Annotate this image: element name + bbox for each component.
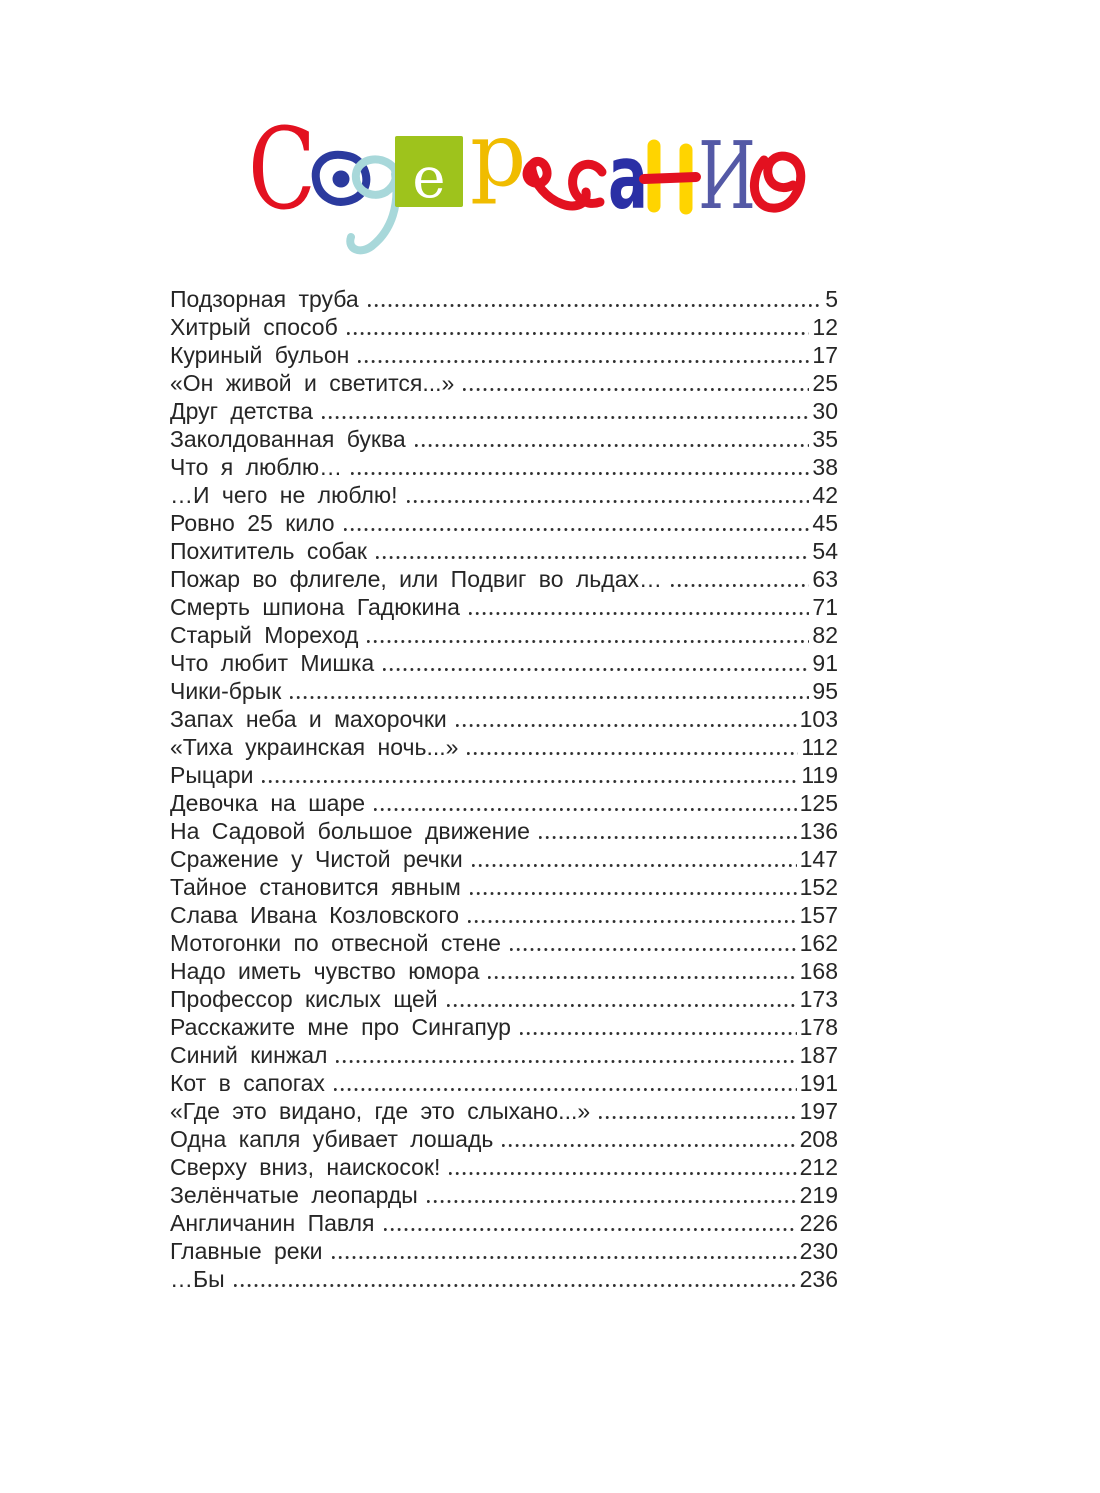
toc-entry <box>170 453 838 481</box>
toc-entry-page: 187 <box>799 1042 838 1068</box>
toc-entry-page: 136 <box>799 818 838 844</box>
toc-entry-leader <box>502 1144 796 1147</box>
toc-entry-page: 12 <box>812 314 838 340</box>
toc-entry-leader <box>358 360 809 363</box>
toc-entry-title: Заколдованная буква <box>170 426 406 452</box>
toc-entry <box>170 985 838 1013</box>
toc-entry <box>170 901 838 929</box>
toc-entry <box>170 649 838 677</box>
toc-entry <box>170 509 838 537</box>
toc-entry-title: Чики-брык <box>170 678 282 704</box>
toc-entry-leader <box>469 612 810 615</box>
toc-entry-page: 112 <box>801 734 838 760</box>
toc-entry-title: …Бы <box>170 1266 225 1292</box>
toc-entry <box>170 1181 838 1209</box>
toc-entry-leader <box>367 640 809 643</box>
toc-entry-leader <box>539 836 797 839</box>
toc-entry <box>170 397 838 425</box>
toc-entry-page: 35 <box>812 426 838 452</box>
toc-entry <box>170 1153 838 1181</box>
toc-entry-leader <box>383 668 809 671</box>
toc-entry-page: 152 <box>799 874 838 900</box>
toc-entry-leader <box>449 1172 796 1175</box>
toc-entry-title: На Садовой большое движение <box>170 818 530 844</box>
toc-entry-page: 191 <box>799 1070 838 1096</box>
toc-entry-page: 212 <box>799 1154 838 1180</box>
toc-entry-page: 17 <box>812 342 838 368</box>
toc-entry-page: 103 <box>799 706 838 732</box>
toc-entry <box>170 705 838 733</box>
toc-entry-title: Девочка на шаре <box>170 790 366 816</box>
toc-entry-title: Расскажите мне про Сингапур <box>170 1014 511 1040</box>
toc-entry <box>170 341 838 369</box>
toc-entry-page: 168 <box>799 958 838 984</box>
toc-entry-title: «Где это видано, где это слыхано...» <box>170 1098 591 1124</box>
toc-entry-leader <box>671 584 809 587</box>
title-letter-i: И <box>698 122 756 230</box>
title-letter-n-drawn <box>644 146 696 208</box>
toc-entry <box>170 565 838 593</box>
toc-entry-leader <box>472 864 797 867</box>
toc-entry-page: 197 <box>799 1098 838 1124</box>
toc-entry-page: 45 <box>812 510 838 536</box>
toc-entry-page: 157 <box>799 902 838 928</box>
toc-entry-title: Старый Мореход <box>170 622 359 648</box>
toc-entry-page: 42 <box>812 482 838 508</box>
toc-entry-page: 63 <box>812 566 838 592</box>
toc-entry-leader <box>322 416 810 419</box>
toc-entry <box>170 1041 838 1069</box>
page-title <box>248 103 813 267</box>
contents-title-art <box>248 103 813 267</box>
toc-entry-leader <box>415 444 810 447</box>
toc-entry-page: 71 <box>812 594 838 620</box>
toc-entry-page: 147 <box>799 846 838 872</box>
title-letter-d-script <box>350 159 396 250</box>
toc-entry <box>170 1097 838 1125</box>
title-letter-e-square <box>395 136 463 211</box>
toc-entry-leader <box>427 1200 797 1203</box>
toc-entry <box>170 1265 838 1293</box>
toc-entry-page: 91 <box>812 650 838 676</box>
toc-entry-page: 125 <box>799 790 838 816</box>
toc-entry <box>170 817 838 845</box>
toc-entry <box>170 481 838 509</box>
toc-entry <box>170 285 838 313</box>
toc-entry-title: Запах неба и махорочки <box>170 706 447 732</box>
toc-entry-page: 236 <box>799 1266 838 1292</box>
toc-entry-page: 54 <box>812 538 838 564</box>
toc-entry-title: Англичанин Павля <box>170 1210 375 1236</box>
toc-entry-title: …И чего не люблю! <box>170 482 398 508</box>
toc-entry-title: Мотогонки по отвесной стене <box>170 930 501 956</box>
toc-entry <box>170 761 838 789</box>
toc-entry-leader <box>463 388 809 391</box>
toc-entry <box>170 425 838 453</box>
toc-entry-title: Хитрый способ <box>170 314 338 340</box>
toc-entry-leader <box>384 1228 797 1231</box>
toc-entry-title: Ровно 25 кило <box>170 510 335 536</box>
toc-entry-leader <box>262 780 798 783</box>
toc-entry-leader <box>520 1032 797 1035</box>
toc-entry-leader <box>488 976 796 979</box>
toc-entry <box>170 1125 838 1153</box>
toc-entry-page: 119 <box>801 762 838 788</box>
toc-entry <box>170 957 838 985</box>
toc-entry-title: Похититель собак <box>170 538 367 564</box>
toc-entry-title: Смерть шпиона Гадюкина <box>170 594 460 620</box>
toc-entry-leader <box>467 752 798 755</box>
toc-entry-leader <box>374 808 797 811</box>
toc-entry <box>170 845 838 873</box>
toc-entry-leader <box>470 892 797 895</box>
toc-entry-leader <box>290 696 809 699</box>
toc-entry-leader <box>347 332 810 335</box>
toc-entry-title: Сверху вниз, наискосок! <box>170 1154 441 1180</box>
toc-entry <box>170 1069 838 1097</box>
toc-entry-page: 219 <box>799 1182 838 1208</box>
toc-entry <box>170 789 838 817</box>
toc-entry-title: Подзорная труба <box>170 286 359 312</box>
title-letter-zh-script <box>527 161 602 205</box>
toc-entry-title: Сражение у Чистой речки <box>170 846 463 872</box>
toc-list <box>170 285 838 1293</box>
toc-entry-page: 25 <box>812 370 838 396</box>
toc-entry-page: 230 <box>799 1238 838 1264</box>
toc-entry-leader <box>510 948 797 951</box>
toc-entry <box>170 313 838 341</box>
toc-entry-leader <box>407 500 810 503</box>
title-letter-e-script <box>754 156 800 208</box>
toc-entry-leader <box>468 920 797 923</box>
toc-entry-page: 95 <box>812 678 838 704</box>
toc-entry-title: Рыцари <box>170 762 254 788</box>
toc-entry-leader <box>447 1004 797 1007</box>
toc-entry-title: «Тиха украинская ночь...» <box>170 734 459 760</box>
toc-entry <box>170 621 838 649</box>
toc-entry-page: 208 <box>799 1126 838 1152</box>
toc-entry-page: 226 <box>799 1210 838 1236</box>
toc-entry-title: Пожар во флигеле, или Подвиг во льдах… <box>170 566 663 592</box>
toc-entry-leader <box>336 1060 796 1063</box>
toc-entry-title: Что я люблю… <box>170 454 343 480</box>
toc-entry <box>170 593 838 621</box>
toc-entry-title: Главные реки <box>170 1238 323 1264</box>
toc-entry-title: Друг детства <box>170 398 313 424</box>
toc-entry-leader <box>376 556 809 559</box>
toc-entry-page: 38 <box>812 454 838 480</box>
title-letter-s: С <box>248 105 316 235</box>
svg-text:е: е <box>412 146 446 211</box>
toc-entry-page: 178 <box>799 1014 838 1040</box>
toc-entry-page: 5 <box>825 286 838 312</box>
toc-entry-title: Зелёнчатые леопарды <box>170 1182 418 1208</box>
toc-entry-title: «Он живой и светится...» <box>170 370 455 396</box>
toc-entry-title: Куриный бульон <box>170 342 350 368</box>
toc-entry-title: Профессор кислых щей <box>170 986 438 1012</box>
toc-entry <box>170 1237 838 1265</box>
toc-entry <box>170 369 838 397</box>
toc-entry <box>170 929 838 957</box>
toc-entry-title: Одна капля убивает лошадь <box>170 1126 494 1152</box>
toc-entry-leader <box>351 472 809 475</box>
toc-entry-page: 162 <box>799 930 838 956</box>
toc-entry-title: Синий кинжал <box>170 1042 328 1068</box>
toc-entry-title: Слава Ивана Козловского <box>170 902 460 928</box>
toc-entry <box>170 733 838 761</box>
toc-entry-title: Надо иметь чувство юмора <box>170 958 480 984</box>
toc-entry-page: 30 <box>812 398 838 424</box>
toc-entry-title: Кот в сапогах <box>170 1070 325 1096</box>
toc-entry <box>170 537 838 565</box>
toc-entry-leader <box>344 528 810 531</box>
toc-entry-leader <box>234 1284 797 1287</box>
toc-entry <box>170 1209 838 1237</box>
toc-entry-title: Что любит Мишка <box>170 650 375 676</box>
toc-entry-page: 82 <box>812 622 838 648</box>
toc-entry <box>170 1013 838 1041</box>
toc-entry-leader <box>368 304 822 307</box>
toc-entry-leader <box>332 1256 797 1259</box>
toc-entry-page: 173 <box>799 986 838 1012</box>
toc-entry <box>170 677 838 705</box>
toc-entry <box>170 873 838 901</box>
toc-entry-leader <box>599 1116 796 1119</box>
toc-entry-leader <box>334 1088 797 1091</box>
title-letter-r: р <box>470 103 527 206</box>
toc-entry-title: Тайное становится явным <box>170 874 461 900</box>
title-letter-a: а <box>608 126 648 229</box>
toc-entry-leader <box>456 724 797 727</box>
